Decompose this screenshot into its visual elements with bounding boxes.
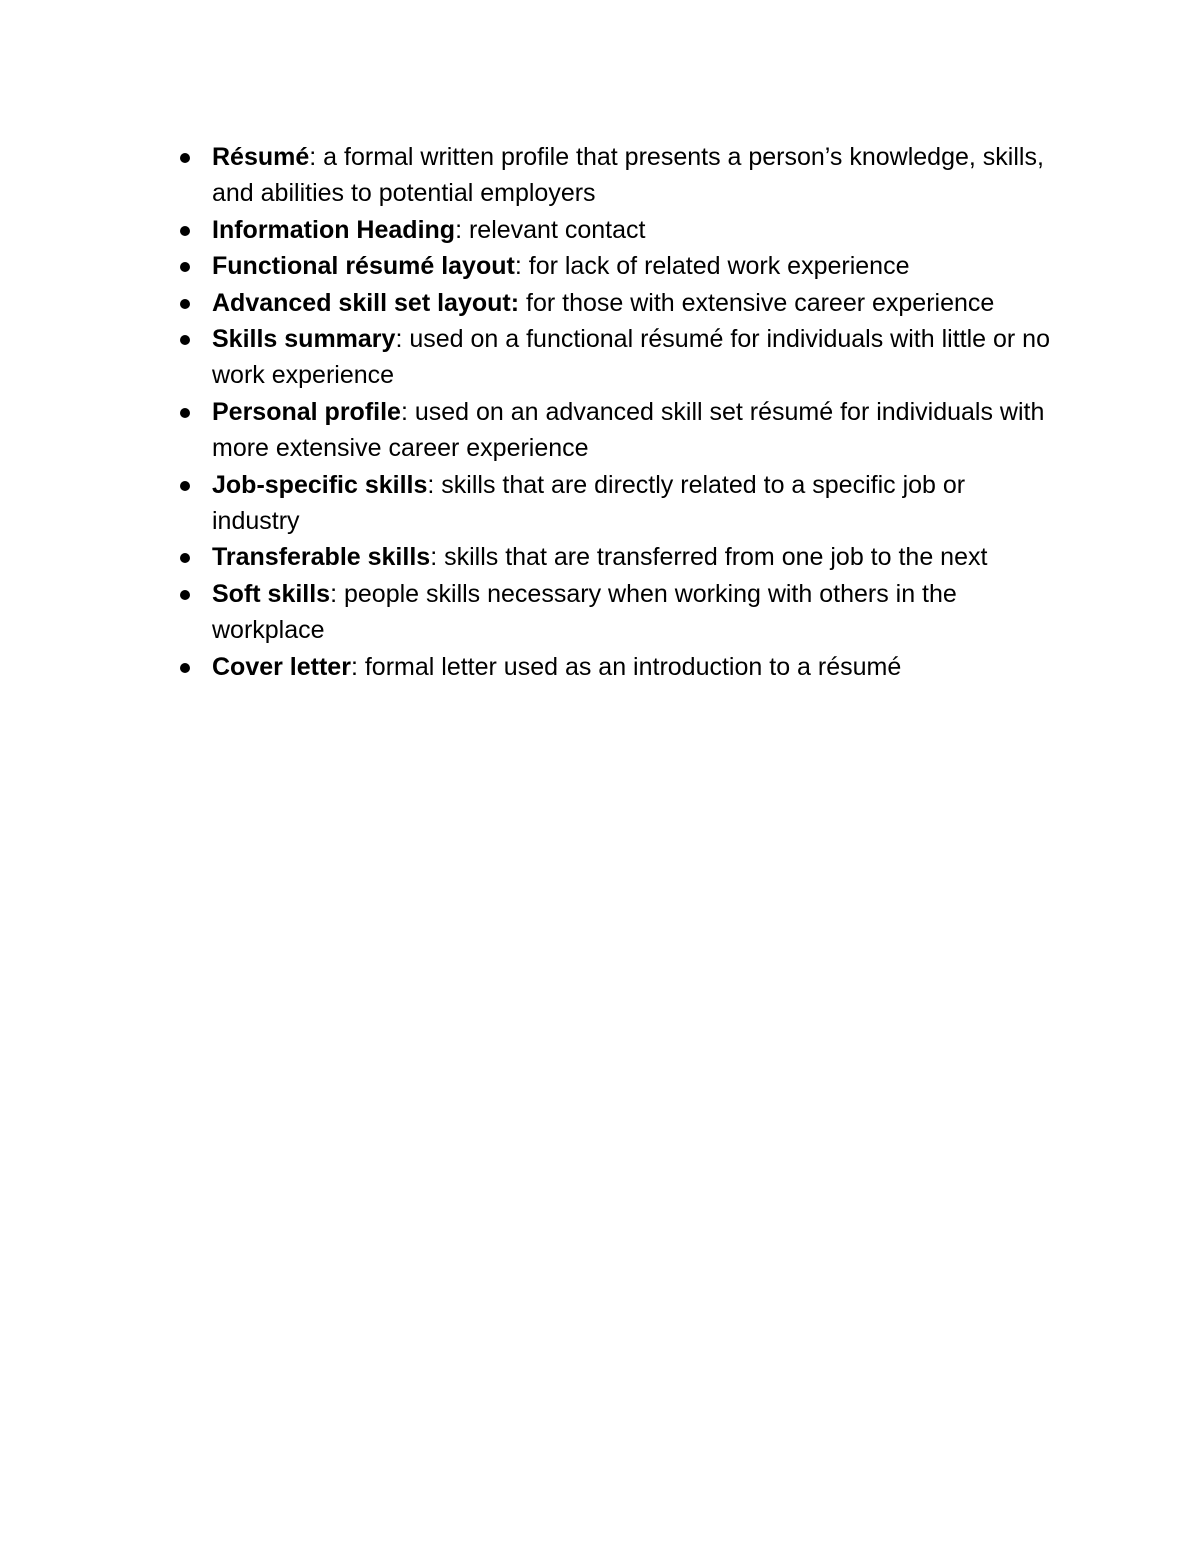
- list-item: [176, 248, 1056, 284]
- bullet-icon: [180, 553, 190, 563]
- term-separator: :: [514, 252, 529, 281]
- glossary-definition: a formal written profile that presents a person’s knowledge, skills, and abilities to potential employers: [212, 143, 1044, 208]
- glossary-term: Functional résumé layout: [212, 252, 515, 281]
- term-separator: :: [309, 143, 324, 171]
- glossary-definition: used on an advanced skill set résumé for individuals with more extensive career experience: [212, 397, 1045, 463]
- bullet-icon: [180, 590, 190, 600]
- term-separator: :: [427, 470, 442, 499]
- list-item: [176, 539, 1056, 575]
- bullet-icon: [180, 226, 190, 236]
- list-item: [176, 576, 1056, 649]
- glossary-term: Transferable skills: [212, 543, 431, 572]
- bullet-icon: [180, 153, 190, 163]
- glossary-term: Job-specific skills: [212, 470, 428, 499]
- list-item: [176, 321, 1056, 394]
- glossary-term: Information Heading: [212, 215, 456, 244]
- list-item: [176, 467, 1056, 540]
- term-separator: :: [400, 397, 415, 426]
- glossary-definition: for lack of related work experience: [528, 252, 910, 281]
- glossary-definition: relevant contact: [468, 215, 646, 244]
- bullet-icon: [180, 408, 190, 418]
- bullet-icon: [180, 481, 190, 491]
- glossary-term: Advanced skill set layout:: [212, 288, 520, 317]
- glossary-definition: skills that are transferred from one job to the next: [444, 543, 988, 572]
- glossary-definition: formal letter used as an introduction to a résumé: [364, 652, 902, 681]
- glossary-definition: for those with extensive career experience: [526, 288, 995, 317]
- glossary-definition: skills that are directly related to a specific job or industry: [212, 470, 966, 536]
- list-item: [176, 139, 1056, 212]
- glossary-definition: used on a functional résumé for individuals with little or no work experience: [212, 325, 1050, 390]
- bullet-icon: [180, 262, 190, 272]
- bullet-icon: [180, 335, 190, 345]
- term-separator: :: [350, 652, 365, 681]
- list-item: [176, 212, 1056, 248]
- list-item: [176, 649, 1056, 685]
- term-separator: :: [395, 325, 410, 354]
- glossary-list: [176, 139, 1056, 685]
- glossary-term: Personal profile: [212, 397, 401, 426]
- glossary-definition: people skills necessary when working with others in the workplace: [212, 579, 957, 645]
- glossary-term: Skills summary: [212, 325, 396, 354]
- term-separator: :: [430, 543, 445, 572]
- term-separator: :: [330, 579, 344, 608]
- term-separator: :: [455, 215, 469, 244]
- glossary-term: Cover letter: [212, 652, 351, 681]
- glossary-term: Résumé: [212, 143, 310, 171]
- list-item: [176, 394, 1056, 467]
- bullet-icon: [180, 299, 190, 309]
- list-item: [176, 285, 1056, 321]
- bullet-icon: [180, 663, 190, 673]
- term-separator: [519, 289, 526, 317]
- glossary-term: Soft skills: [212, 579, 331, 608]
